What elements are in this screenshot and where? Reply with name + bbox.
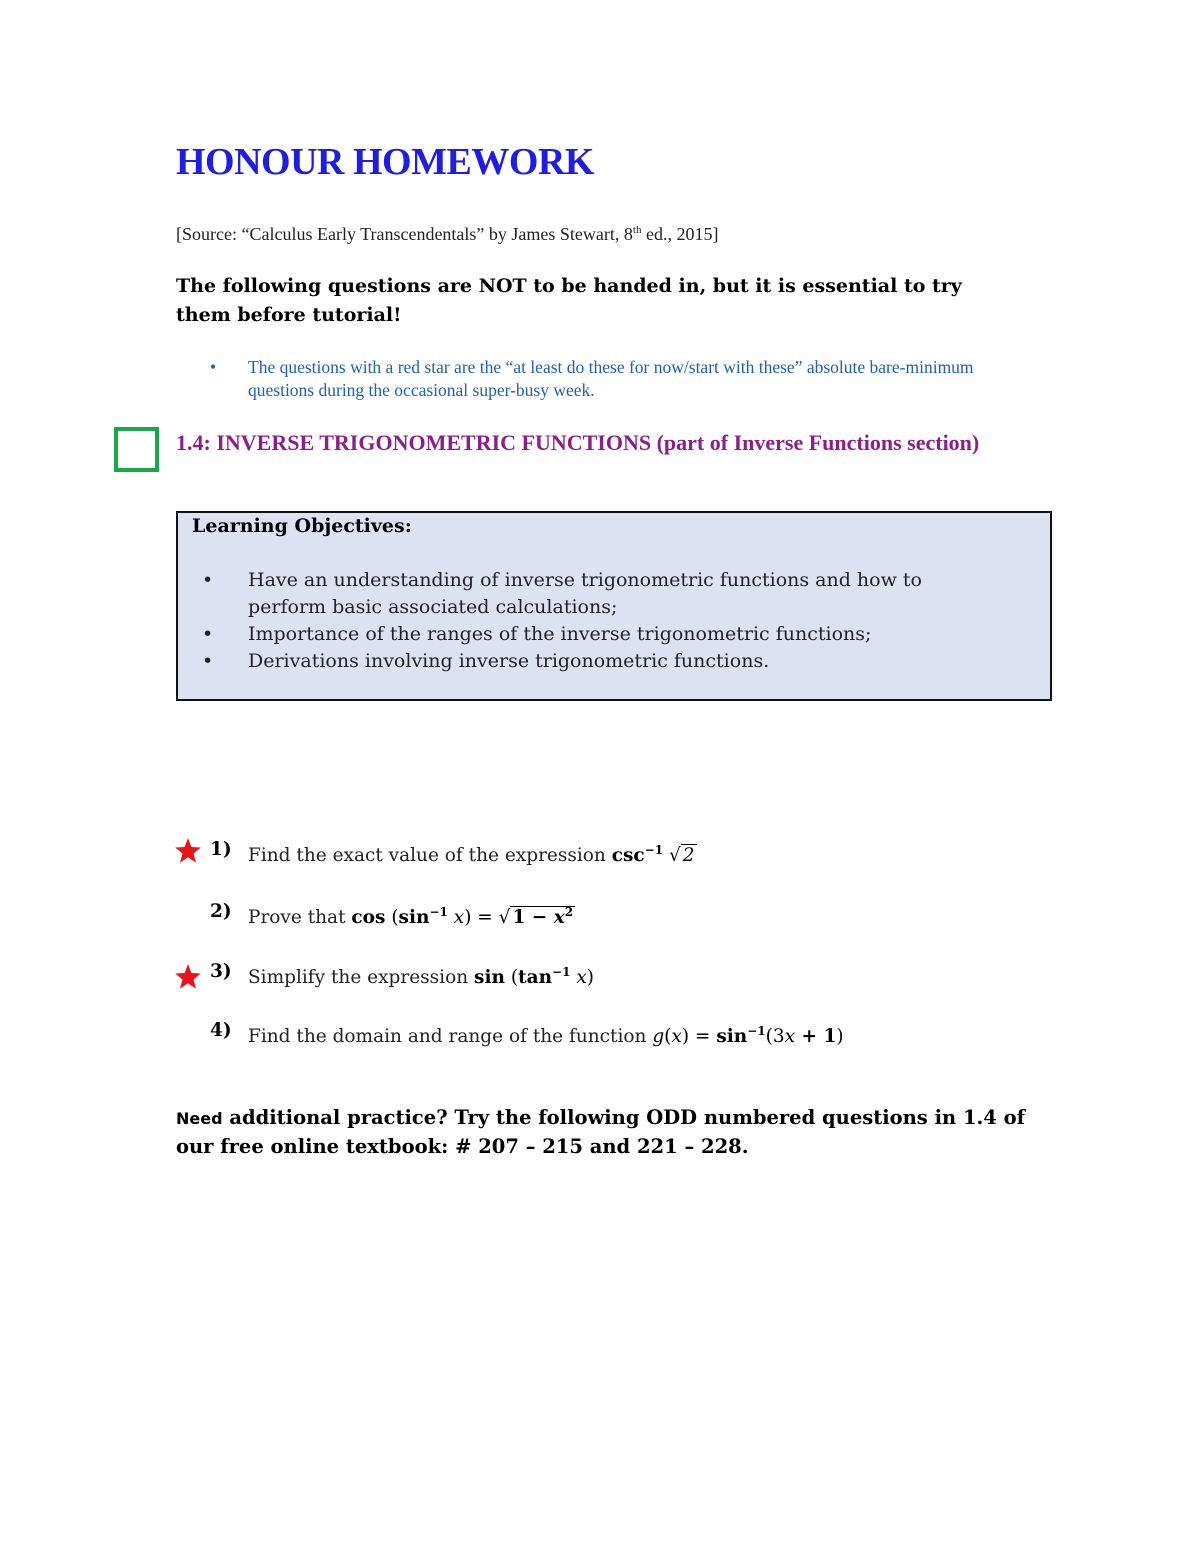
- bullet-icon: •: [202, 623, 214, 645]
- additional-practice: [176, 1104, 1036, 1161]
- bullet-icon: •: [202, 569, 214, 591]
- objectives-title: Learning Objectives:: [192, 515, 412, 537]
- math-expression: $\cos (\sin^{-1}$ x) = √ $1 - x^2$: [351, 905, 574, 929]
- question-number: 3): [210, 961, 232, 982]
- math-expression: $\csc^{-1}$ √ 2: [611, 843, 695, 867]
- bullet-icon: •: [202, 650, 214, 672]
- red-star-icon: [174, 837, 202, 865]
- bullet-icon: •: [210, 357, 217, 377]
- question-text: Prove that $\cos (\sin^{-1}$ x) = √ $1 - x^2$: [248, 905, 574, 929]
- page-title: HONOUR HOMEWORK: [176, 141, 594, 183]
- source-suffix: ed., 2015]: [641, 224, 719, 244]
- question-text: Find the domain and range of the function $g(x) = \sin^{-1}(3x + 1)$: [248, 1024, 844, 1048]
- objective-item: [202, 648, 1002, 675]
- source-prefix: [Source: “Calculus Early Transcendentals” by James Stewart, 8: [176, 224, 633, 244]
- practice-need: Need: [176, 1109, 223, 1128]
- section-checkbox[interactable]: [114, 427, 159, 472]
- intro-instructions: The following questions are NOT to be handed in, but it is essential to try them before tutorial!: [176, 275, 962, 326]
- math-expression: $g(x) = \sin^{-1}(3x + 1)$: [652, 1024, 844, 1048]
- learning-objectives-box: [176, 511, 1052, 701]
- note-text: The questions with a red star are the “at least do these for now/start with these” absolute bare-minimum questions during the occasional super-busy week.: [248, 357, 974, 400]
- question-number: 4): [210, 1020, 232, 1041]
- question-number: 2): [210, 901, 232, 922]
- note-list: [210, 356, 1000, 402]
- practice-text: additional practice? Try the following ODD numbered questions in 1.4 of our free online textbook: # 207 – 215 and 221 – 228.: [176, 1106, 1026, 1158]
- question-text: Find the exact value of the expression $\csc^{-1}$ √ 2: [248, 843, 695, 867]
- question-text: Simplify the expression $\sin (\tan^{-1}$ x): [248, 965, 594, 989]
- objective-text: Derivations involving inverse trigonometric functions.: [248, 650, 770, 672]
- question-number: 1): [210, 839, 232, 860]
- objective-text: Importance of the ranges of the inverse trigonometric functions;: [248, 623, 872, 645]
- source-superscript: th: [632, 224, 642, 236]
- objective-text: Have an understanding of inverse trigonometric functions and how to perform basic associated calculations;: [248, 569, 922, 618]
- math-expression: $\sin (\tan^{-1}$ x): [474, 965, 594, 989]
- objective-item: [202, 567, 1002, 621]
- section-heading: 1.4: INVERSE TRIGONOMETRIC FUNCTIONS (part of Inverse Functions section): [176, 430, 980, 455]
- red-star-icon: [174, 963, 202, 991]
- objective-item: [202, 621, 1002, 648]
- source-citation: [176, 224, 718, 245]
- objectives-list: [202, 567, 1002, 675]
